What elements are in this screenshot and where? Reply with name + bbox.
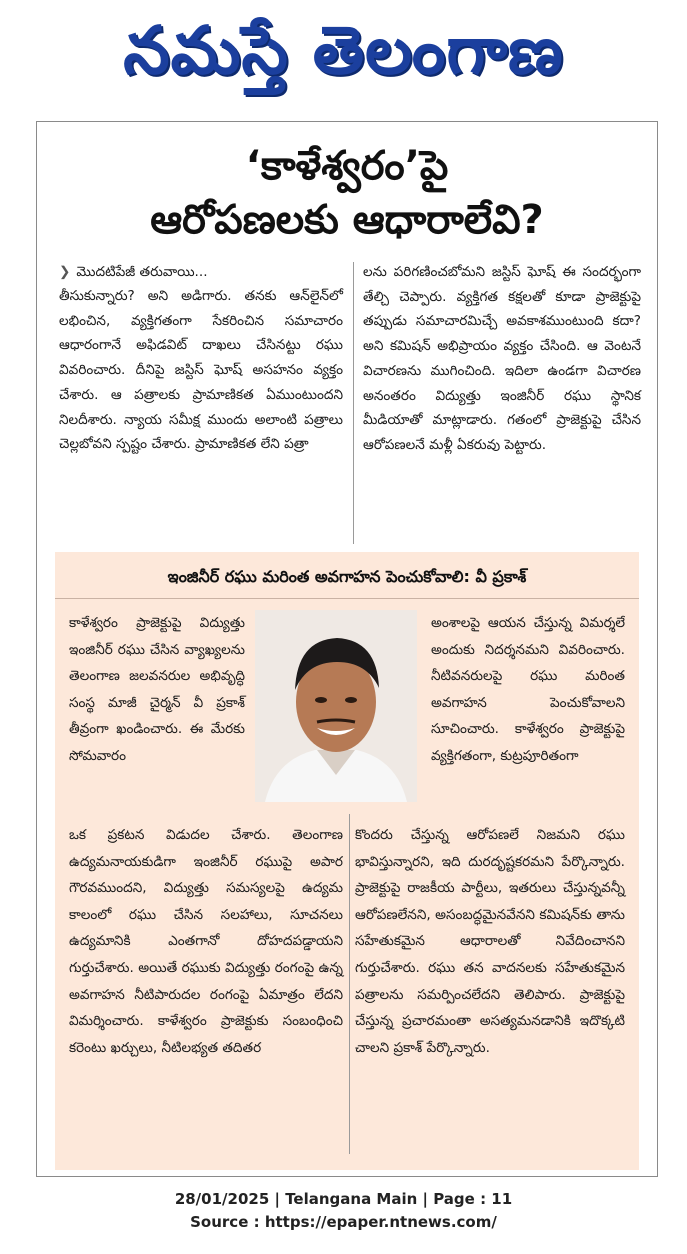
box-right-upper-text: అంశాలపై ఆయన చేస్తున్న విమర్శలే అందుకు నిదర్శనమని వివరించారు. నీటివనరులపై రఘు మరింత అవగాహన పెంచుకోవాలని సూచించారు. కాళేశ్వరం ప్రాజెక్టుపై వ్యక్తిగతంగా, కుట్రపూరితంగా	[431, 615, 625, 764]
headline-line-1: ‘కాళేశ్వరం’పై	[245, 143, 449, 189]
portrait-photo	[255, 610, 417, 802]
box-left-lower-text: ఒక ప్రకటన విడుదల చేశారు. తెలంగాణ ఉద్యమనాయకుడిగా ఇంజినీర్ రఘుపై అపార గౌరవముందని, విద్యుత్తు సమస్యలపై ఉద్యమ కాలంలో రఘు చేసిన సలహాలు, సూచనలు ఉద్యమానికి ఎంతగానో దోహదపడ్డాయని గుర్తుచేశారు. అయితే రఘుకు విద్యుత్తు రంగంపై ఉన్న అవగాహన నీటిపారుదల రంగంపై ఏమాత్రం లేదని విమర్శించారు. కాళేశ్వరం ప్రాజెక్టుకు సంబంధించి కరెంటు ఖర్చులు, నీటిలభ్యత తదితర	[69, 827, 343, 1056]
chevron-right-icon: ❯	[59, 264, 71, 280]
masthead-logo: నమస్తే తెలంగాణ	[123, 12, 564, 89]
footer-source-info	[0, 1188, 687, 1234]
box-right-lower-text: కొందరు చేస్తున్న ఆరోపణలే నిజమని రఘు భావిస్తున్నారని, ఇది దురదృష్టకరమని పేర్కొన్నారు. ప్రాజెక్టుపై రాజకీయ పార్టీలు, ఇతరులు చేస్తున్నవన్నీ ఆరోపణలేనని, అసంబద్ధమైనవేనని కమిషన్‌కు తాను సహేతుకమైన ఆధారాలతో నివేదించానని గుర్తుచేశారు. రఘు తన వాదనలకు సహేతుకమైన పత్రాలను సమర్పించలేదని తెలిపారు. ప్రాజెక్టుపై చేస్తున్న ప్రచారమంతా అసత్యమనడానికి ఇదొక్కటి చాలని ప్రకాశ్ పేర్కొన్నారు.	[355, 827, 625, 1056]
sidebar-story-box	[55, 552, 639, 1170]
article-column-1	[59, 260, 343, 457]
headline-line-2: ఆరోపణలకు ఆధారాలేవి?	[150, 197, 544, 243]
article-column-2: లను పరిగణించబోమని జస్టిస్ ఘోష్ ఈ సందర్భంగా తేల్చి చెప్పారు. వ్యక్తిగత కక్షలతో కూడా ప్రాజెక్టుపై తప్పుడు సమాచారమిచ్చే అవకాశముంటుంది కదా? అని కమిషన్ అభిప్రాయం వ్యక్తం చేసింది. ఆ వెంటనే విచారణను ముగించింది. ఇదిలా ఉండగా విచారణ అనంతరం విద్యుత్తు ఇంజినీర్ రఘు స్థానిక మీడియాతో మాట్లాడారు. గతంలో ప్రాజెక్టుపై చేసిన ఆరోపణలనే మళ్లీ ఏకరువు పెట్టారు.	[363, 264, 641, 453]
column-1-text: తీసుకున్నారు? అని అడిగారు. తనకు ఆన్‌లైన్‌లో లభించిన, వ్యక్తిగతంగా సేకరించిన సమాచారం ఆధారంగానే అఫిడవిట్ దాఖలు చేసినట్టు రఘు వివరించారు. దీనిపై జస్టిస్ ఘోష్ అసహనం వ్యక్తం చేశారు. ఆ పత్రాలకు ప్రామాణికత ఏముంటుందని నిలదీశారు. న్యాయ సమీక్ష ముందు అలాంటి పత్రాలు చెల్లబోవని స్పష్టం చేశారు. ప్రామాణికత లేని పత్రా	[59, 288, 343, 453]
footer-date-line: 28/01/2025 | Telangana Main | Page : 11	[174, 1190, 513, 1208]
masthead	[0, 0, 687, 110]
article-clipping	[36, 121, 658, 1177]
continued-marker	[59, 260, 343, 284]
continued-label: మొదటిపేజీ తరువాయి...	[76, 264, 208, 280]
footer-source-line: Source : https://epaper.ntnews.com/	[190, 1213, 497, 1231]
sidebar-story-title: ఇంజినీర్ రఘు మరింత అవగాహన పెంచుకోవాలి: వీ ప్రకాశ్	[167, 567, 527, 586]
box-left-upper-text: కాళేశ్వరం ప్రాజెక్టుపై విద్యుత్తు ఇంజినీర్ రఘు చేసిన వ్యాఖ్యలను తెలంగాణ జలవనరుల అభివృద్ధి సంస్థ మాజీ చైర్మన్ వీ ప్రకాశ్ తీవ్రంగా ఖండించారు. ఈ మేరకు సోమవారం	[69, 615, 245, 764]
headline	[37, 140, 657, 248]
title-rule	[55, 598, 639, 599]
box-column-divider	[349, 814, 350, 1154]
person-portrait-icon	[255, 610, 417, 802]
column-divider	[353, 262, 354, 544]
